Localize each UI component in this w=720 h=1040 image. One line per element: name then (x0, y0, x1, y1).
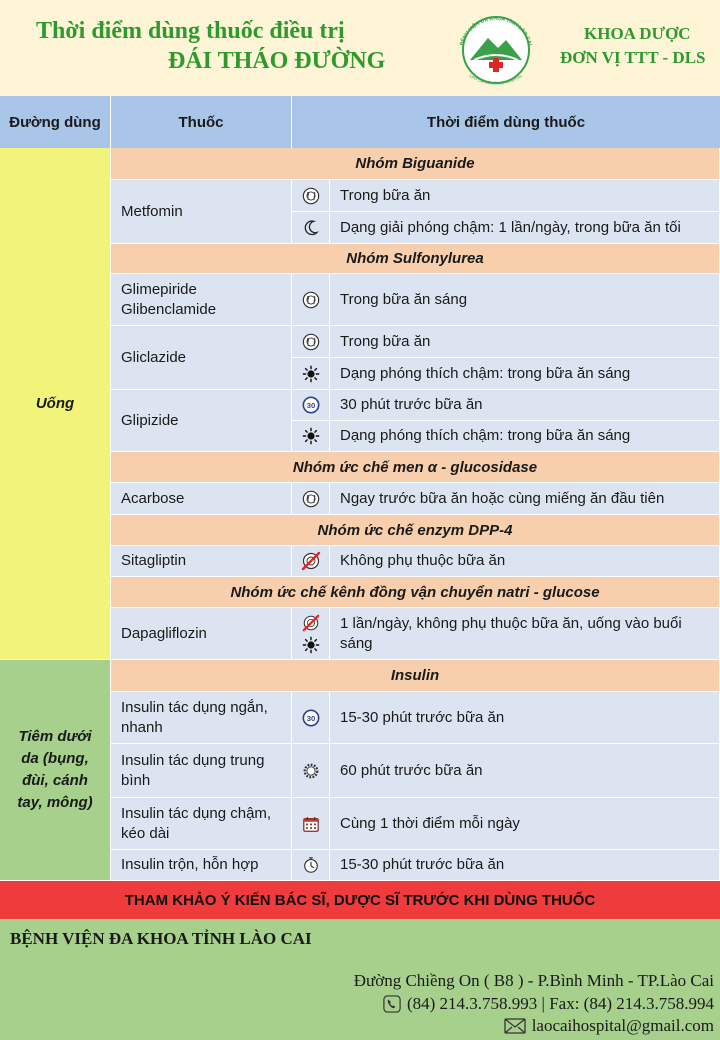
time-sitagliptin: Không phụ thuộc bữa ăn (330, 546, 720, 577)
route-oral: Uống (0, 148, 111, 660)
col-header-drug: Thuốc (111, 96, 292, 148)
footer-email (504, 1016, 714, 1036)
drug-glipizide: Glipizide (111, 390, 292, 452)
group-biguanide: Nhóm Biguanide (111, 148, 720, 180)
phone-text: (84) 214.3.758.993 | Fax: (84) 214.3.758.994 (406, 994, 714, 1013)
footer-phone (383, 994, 714, 1014)
icon-group-dapagliflozin (292, 608, 330, 660)
sun-icon (292, 421, 330, 452)
time-metformin-1: Trong bữa ăn (330, 180, 720, 212)
calendar-icon (292, 798, 330, 850)
time-insulin-mixed: 15-30 phút trước bữa ăn (330, 850, 720, 881)
drug-glimepiride: Glimepiride (121, 280, 197, 298)
plate-icon (292, 326, 330, 358)
page-title-line2: ĐÁI THÁO ĐƯỜNG (168, 48, 386, 74)
time-insulin-intermediate: 60 phút trước bữa ăn (330, 744, 720, 798)
drug-insulin-intermediate: Insulin tác dụng trung bình (111, 744, 292, 798)
drug-dapagliflozin: Dapagliflozin (111, 608, 292, 660)
drug-insulin-short: Insulin tác dụng ngắn, nhanh (111, 692, 292, 744)
sun-icon (292, 358, 330, 390)
page-header (0, 0, 720, 96)
drug-glimepiride-glibenclamide (111, 274, 292, 326)
phone-icon (383, 995, 401, 1013)
plate-icon (292, 483, 330, 515)
drug-metformin: Metfomin (111, 180, 292, 244)
drug-sitagliptin: Sitagliptin (111, 546, 292, 577)
drug-insulin-mixed: Insulin trộn, hỗn hợp (111, 850, 292, 881)
time-metformin-2: Dạng giải phóng chậm: 1 lần/ngày, trong bữa ăn tối (330, 212, 720, 244)
time-insulin-short: 15-30 phút trước bữa ăn (330, 692, 720, 744)
page-footer (0, 919, 720, 1040)
thirty-minute-icon (292, 390, 330, 421)
svg-text:30: 30 (306, 401, 315, 411)
sixty-minute-icon (292, 744, 330, 798)
email-link[interactable]: laocaihospital@gmail.com (531, 1016, 714, 1035)
col-header-route: Đường dùng (0, 96, 111, 148)
time-glipizide-1: 30 phút trước bữa ăn (330, 390, 720, 421)
warning-banner: THAM KHẢO Ý KIẾN BÁC SĨ, DƯỢC SĨ TRƯỚC KHI DÙNG THUỐC (0, 881, 720, 919)
time-sulfonylurea: Trong bữa ăn sáng (330, 274, 720, 326)
group-alpha-glucosidase: Nhóm ức chế men α - glucosidase (111, 452, 720, 483)
footer-address (354, 971, 714, 991)
timer-icon (292, 850, 330, 881)
route-injection: Tiêm dưới da (bụng, đùi, cánh tay, mông) (0, 660, 111, 881)
group-sglt2: Nhóm ức chế kênh đồng vận chuyển natri - glucose (111, 577, 720, 608)
svg-text:30: 30 (306, 713, 315, 723)
group-insulin: Insulin (111, 660, 720, 692)
moon-icon (292, 212, 330, 244)
department-name: KHOA DƯỢC (584, 24, 691, 43)
no-meal-icon (302, 614, 320, 632)
svg-text:BỆNH VIỆN ĐA KHOA TỈNH LÀO CAI: BỆNH VIỆN ĐA KHOA TỈNH LÀO CAI (459, 15, 533, 47)
group-dpp4: Nhóm ức chế enzym DPP-4 (111, 515, 720, 546)
time-gliclazide-2: Dạng phóng thích chậm: trong bữa ăn sáng (330, 358, 720, 390)
thirty-minute-icon (292, 692, 330, 744)
address-text: Đường Chiềng On ( B8 ) - P.Bình Minh - TP.Lào Cai (353, 971, 714, 990)
plate-icon (292, 274, 330, 326)
sun-icon (302, 636, 320, 654)
unit-name: ĐƠN VỊ TTT - DLS (560, 48, 706, 67)
time-dapagliflozin: 1 lần/ngày, không phụ thuộc bữa ăn, uống vào buổi sáng (330, 608, 720, 660)
drug-insulin-long: Insulin tác dụng chậm, kéo dài (111, 798, 292, 850)
time-acarbose: Ngay trước bữa ăn hoặc cùng miếng ăn đầu tiên (330, 483, 720, 515)
hospital-name: BỆNH VIỆN ĐA KHOA TỈNH LÀO CAI (10, 929, 312, 948)
page-title-line1: Thời điểm dùng thuốc điều trị (36, 18, 345, 44)
drug-gliclazide: Gliclazide (111, 326, 292, 390)
plate-icon (292, 180, 330, 212)
time-glipizide-2: Dạng phóng thích chậm: trong bữa ăn sáng (330, 421, 720, 452)
hospital-logo (448, 10, 544, 86)
no-meal-icon (292, 546, 330, 577)
group-sulfonylurea: Nhóm Sulfonylurea (111, 244, 720, 274)
drug-acarbose: Acarbose (111, 483, 292, 515)
mail-icon (504, 1018, 526, 1034)
drug-glibenclamide: Glibenclamide (121, 300, 217, 318)
time-insulin-long: Cùng 1 thời điểm mỗi ngày (330, 798, 720, 850)
col-header-time: Thời điểm dùng thuốc (292, 96, 720, 148)
svg-text:LAO CAI GENERAL HOSPITAL: LAO CAI GENERAL HOSPITAL (468, 73, 524, 86)
time-gliclazide-1: Trong bữa ăn (330, 326, 720, 358)
